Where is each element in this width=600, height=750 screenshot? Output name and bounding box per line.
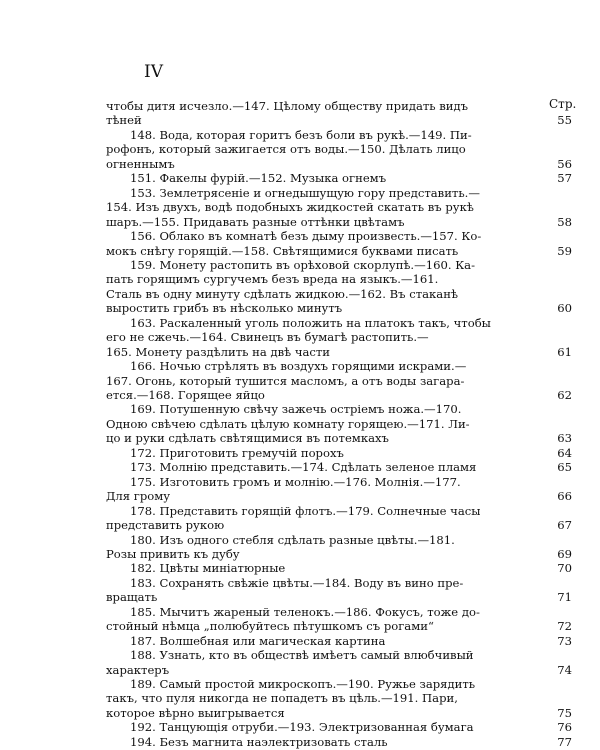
- toc-line: [106, 533, 572, 547]
- toc-line: [106, 446, 572, 460]
- toc-line-page: 77: [557, 734, 572, 749]
- toc-line-text: 159. Монету растопить въ орѣховой скорлупѣ.—160. Ка-: [130, 257, 475, 272]
- toc-line-text: Одною свѣчею сдѣлать цѣлую комнату горящею.—171. Ли-: [106, 416, 470, 431]
- toc-line: [106, 460, 572, 474]
- toc-line: [106, 677, 572, 691]
- toc-line-text: 192. Танцующія отруби.—193. Электризованная бумага: [130, 720, 474, 735]
- toc-line-text: пать горящимъ сургучемъ безъ вреда на языкъ.—161.: [106, 272, 439, 287]
- toc-line: [106, 706, 572, 720]
- toc-line-page: 62: [557, 388, 572, 402]
- toc-line: [106, 648, 572, 662]
- toc-line: [106, 619, 572, 633]
- toc-line: [106, 128, 572, 142]
- toc-line-page: 55: [557, 113, 572, 128]
- toc-line-text: 166. Ночью стрѣлять въ воздухъ горящими искрами.—: [130, 359, 467, 374]
- toc-line-text: выростить грибъ въ нѣсколько минутъ: [106, 301, 343, 316]
- toc-line-text: 183. Сохранять свѣжіе цвѣты.—184. Воду въ вино пре-: [130, 575, 464, 590]
- toc-line-page: 67: [557, 518, 572, 533]
- toc-line-page: 60: [557, 301, 572, 316]
- toc-line-text: 173. Молнію представить.—174. Сдѣлать зеленое пламя: [130, 460, 477, 475]
- toc-line-text: 153. Землетрясеніе и огнедышущую гору представить.—: [130, 185, 480, 200]
- toc-line-page: 69: [557, 546, 572, 561]
- toc-line-page: 63: [557, 431, 572, 446]
- toc-line-page: 57: [557, 171, 572, 186]
- toc-line-text: Сталь въ одну минуту сдѣлать жидкою.—162. Въ стаканѣ: [106, 286, 458, 301]
- toc-line-text: 148. Вода, которая горитъ безъ боли въ рукѣ.—149. Пи-: [130, 127, 472, 142]
- toc-line-text: 180. Изъ одного стебля сдѣлать разные цвѣты.—181.: [130, 532, 455, 547]
- toc-line: [106, 590, 572, 604]
- toc-line: [106, 605, 572, 619]
- toc-line: [106, 142, 572, 156]
- toc-line: [106, 663, 572, 677]
- toc-line-text: 169. Потушенную свѣчу зажечь остріемъ ножа.—170.: [130, 402, 462, 417]
- toc-line-text: характеръ: [106, 662, 170, 677]
- toc-line: [106, 417, 572, 431]
- toc-line-text: которое вѣрно выигрывается: [106, 705, 285, 720]
- toc-line: [106, 215, 572, 229]
- toc-line: [106, 634, 572, 648]
- toc-line: [106, 99, 572, 113]
- toc-line: [106, 316, 572, 330]
- toc-line-text: ется.—168. Горящее яйцо: [106, 388, 265, 402]
- toc-line: [106, 301, 572, 315]
- toc-line-text: 165. Монету раздѣлить на двѣ части: [106, 344, 331, 359]
- toc-line: [106, 489, 572, 503]
- toc-line: [106, 113, 572, 127]
- toc-line-text: такъ, что пуля никогда не попадетъ въ цѣль.—191. Пари,: [106, 691, 458, 706]
- toc-line-text: 185. Мычитъ жареный теленокъ.—186. Фокусъ, тоже до-: [130, 604, 480, 619]
- toc-line: [106, 388, 572, 402]
- toc-line: [106, 402, 572, 416]
- toc-line: [106, 244, 572, 258]
- toc-line: [106, 720, 572, 734]
- toc-line-page: 72: [557, 619, 572, 634]
- toc-line-text: мокъ снѣгу горящій.—158. Свѣтящимися буквами писать: [106, 243, 459, 258]
- toc-line-page: 71: [557, 590, 572, 605]
- toc-line: [106, 359, 572, 373]
- toc-line-page: 74: [557, 662, 572, 677]
- page-column-label: Стр.: [549, 97, 577, 111]
- toc-line: [106, 518, 572, 532]
- toc-line-text: Розы привить къ дубу: [106, 546, 240, 561]
- toc-line-page: 59: [557, 243, 572, 258]
- toc-line-text: 189. Самый простой микроскопъ.—190. Ружье зарядить: [130, 677, 476, 691]
- toc-line-page: 61: [557, 344, 572, 359]
- toc-line-text: рофонъ, который зажигается отъ воды.—150. Дѣлать лицо: [106, 142, 466, 157]
- toc-line-page: 64: [557, 445, 572, 460]
- toc-line-text: 151. Факелы фурій.—152. Музыка огнемъ: [130, 171, 387, 186]
- toc-line-text: 187. Волшебная или магическая картина: [130, 633, 386, 648]
- toc-line-page: 70: [557, 561, 572, 576]
- toc-line: [106, 272, 572, 286]
- toc-line-text: Для грому: [106, 489, 171, 504]
- toc-line: [106, 431, 572, 445]
- toc-line-text: 167. Огонь, который тушится масломъ, а отъ воды загара-: [106, 373, 465, 388]
- toc-line-text: чтобы дитя исчезло.—147. Цѣлому обществу придать видъ: [106, 99, 469, 113]
- toc-line: [106, 157, 572, 171]
- toc-line-text: вращать: [106, 590, 158, 605]
- toc-line-text: 175. Изготовить громъ и молнію.—176. Молнія.—177.: [130, 474, 461, 489]
- toc-line: [106, 229, 572, 243]
- toc-line-text: 194. Безъ магнита наэлектризовать сталь: [130, 734, 388, 749]
- toc-line: [106, 475, 572, 489]
- toc-line: [106, 345, 572, 359]
- toc-line: [106, 561, 572, 575]
- toc-line-text: 182. Цвѣты миніатюрные: [130, 561, 286, 576]
- toc-line-text: шаръ.—155. Придавать разные оттѣнки цвѣтамъ: [106, 214, 405, 229]
- toc-line-text: огненнымъ: [106, 156, 175, 171]
- toc-line-page: 76: [557, 720, 572, 735]
- toc-line: [106, 200, 572, 214]
- toc-line-text: его не сжечь.—164. Свинецъ въ бумагѣ растопить.—: [106, 330, 429, 345]
- toc-line: [106, 576, 572, 590]
- toc-line: [106, 691, 572, 705]
- toc-line-page: 66: [557, 489, 572, 504]
- toc-line-page: 73: [557, 633, 572, 648]
- toc-line-page: 58: [557, 214, 572, 229]
- page-number: IV: [144, 62, 163, 82]
- toc-line-text: цо и руки сдѣлать свѣтящимися въ потемкахъ: [106, 431, 389, 446]
- toc-line-text: 178. Представить горящій флотъ.—179. Солнечные часы: [130, 503, 481, 518]
- toc-line: [106, 258, 572, 272]
- toc-line-text: 188. Узнать, кто въ обществѣ имѣетъ самый влюбчивый: [130, 648, 474, 663]
- toc-line: [106, 547, 572, 561]
- toc-line-text: 156. Облако въ комнатѣ безъ дыму произвесть.—157. Ко-: [130, 229, 482, 244]
- toc-line-text: 154. Изъ двухъ, водѣ подобныхъ жидкостей скатать въ рукѣ: [106, 200, 474, 215]
- toc-line: [106, 735, 572, 749]
- toc-line-page: 75: [557, 705, 572, 720]
- toc-line: [106, 330, 572, 344]
- toc-line-page: 65: [557, 460, 572, 475]
- toc-line: [106, 186, 572, 200]
- toc-line-text: тѣней: [106, 113, 142, 128]
- toc-line: [106, 374, 572, 388]
- toc-line: [106, 171, 572, 185]
- toc-line-text: представить рукою: [106, 518, 225, 533]
- toc-line: [106, 287, 572, 301]
- toc-line: [106, 504, 572, 518]
- toc-line-text: 172. Приготовить гремучій порохъ: [130, 445, 344, 460]
- toc-line-text: стойный нѣмца „полюбуйтесь пѣтушкомъ съ рогами“: [106, 619, 434, 634]
- toc-line-text: 163. Раскаленный уголь положить на платокъ такъ, чтобы: [130, 315, 491, 330]
- toc-line-page: 56: [557, 156, 572, 171]
